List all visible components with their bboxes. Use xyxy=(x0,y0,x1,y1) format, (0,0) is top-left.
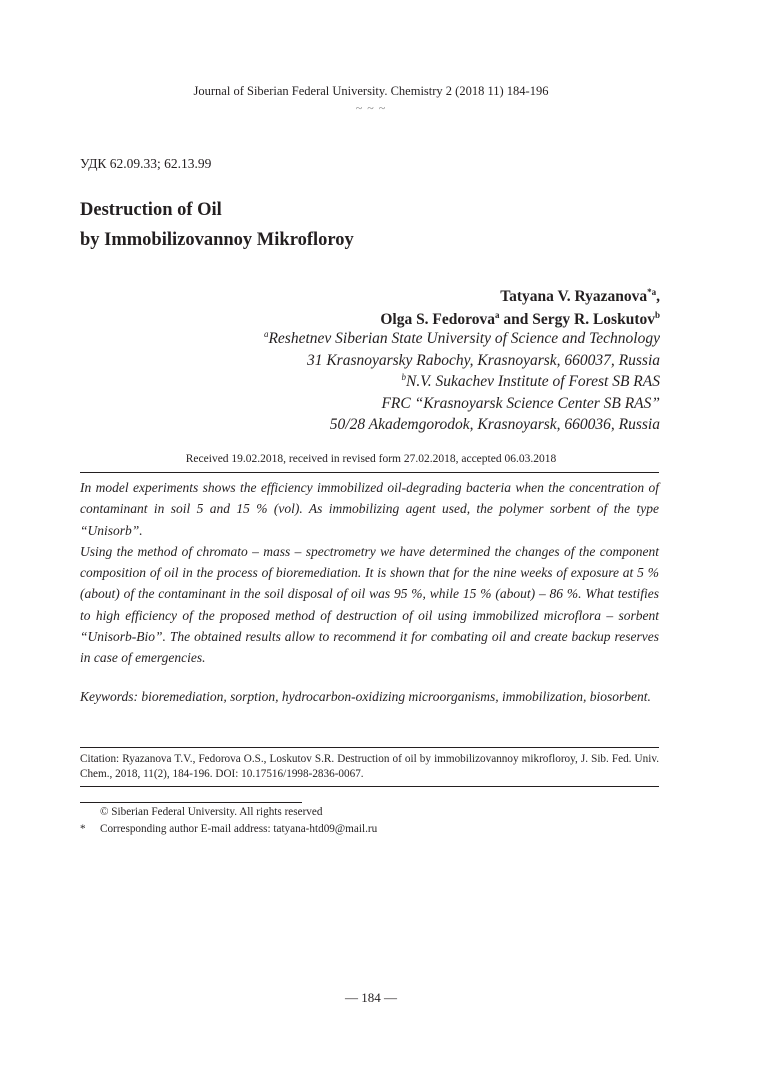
abstract-top-divider xyxy=(80,472,659,473)
author-name: and Sergy R. Loskutov xyxy=(499,311,655,328)
corresponding-author-note xyxy=(80,821,377,838)
title-line-2: by Immobilizovannoy Mikrofloroy xyxy=(80,230,354,250)
author-affil-mark: *a xyxy=(647,287,657,297)
journal-header: Journal of Siberian Federal University. Chemistry 2 (2018 11) 184-196 xyxy=(193,84,549,98)
affiliation-line: 50/28 Akademgorodok, Krasnoyarsk, 660036, Russia xyxy=(329,416,660,433)
affiliation-text: N.V. Sukachev Institute of Forest SB RAS xyxy=(406,373,660,390)
affiliation-mark: b xyxy=(401,372,407,382)
author-separator: , xyxy=(656,288,660,305)
author-list xyxy=(380,285,660,331)
affiliation-line xyxy=(264,328,660,350)
author-name: Tatyana V. Ryazanova xyxy=(500,288,648,305)
footnote-divider xyxy=(80,802,302,803)
citation: Citation: Ryazanova T.V., Fedorova O.S., Loskutov S.R. Destruction of oil by immobilizovannoy mikrofloroy, J. Sib. Fed. Univ. Chem., 2018, 11(2), 184-196. DOI: 10.17516/1998-2836-0067. xyxy=(80,753,659,780)
corresponding-author-email: Corresponding author E-mail address: tatyana-htd09@mail.ru xyxy=(100,822,378,835)
affiliation-mark: a xyxy=(263,329,269,339)
author-line-1 xyxy=(380,285,660,308)
title-line-1: Destruction of Oil xyxy=(80,200,222,220)
copyright-note xyxy=(80,804,377,821)
affiliations xyxy=(264,328,660,436)
abstract-paragraph-2: Using the method of chromato – mass – spectrometry we have determined the changes of the component composition of oil in the process of bioremediation. It is shown that for the nine weeks of exposure at 5 % (about) of the contaminant in the soil disposal of oil was 95 %, while 15 % (about) – 86 %. What testifies to high efficiency of the proposed method of destruction of oil using immobilized microflora – sorbent “Unisorb-Bio”. The obtained results allow to recommend it for combating oil and create backup reserves in case of emergencies. xyxy=(80,543,659,666)
footnotes xyxy=(80,804,377,837)
affiliation-line xyxy=(264,371,660,393)
affiliation-line: 31 Krasnoyarsky Rabochy, Krasnoyarsk, 660037, Russia xyxy=(306,351,660,369)
article-title xyxy=(80,195,354,255)
keywords: Keywords: bioremediation, sorption, hydrocarbon-oxidizing microorganisms, immobilization, biosorbent. xyxy=(80,689,651,704)
affiliation-text: Reshetnev Siberian State University of Science and Technology xyxy=(268,330,660,347)
page-number: — 184 — xyxy=(345,990,397,1005)
received-dates: Received 19.02.2018, received in revised form 27.02.2018, accepted 06.03.2018 xyxy=(185,453,557,465)
abstract xyxy=(80,477,659,669)
affiliation-line: FRC “Krasnoyarsk Science Center SB RAS” xyxy=(381,394,660,412)
footnote-star: * xyxy=(80,822,86,835)
author-affil-mark: a xyxy=(495,310,500,320)
udk-code: УДК 62.09.33; 62.13.99 xyxy=(80,156,212,171)
author-affil-mark: b xyxy=(654,310,660,320)
header-ornament: ~ ~ ~ xyxy=(355,101,387,115)
abstract-paragraph-1: In model experiments shows the efficiency immobilized oil-degrading bacteria when the concentration of contaminant in soil 5 and 15 % (vol). As immobilizing agent used, the polymer sorbent of the type “Unisorb”. xyxy=(80,480,659,538)
citation-bottom-divider xyxy=(80,786,659,787)
citation-top-divider xyxy=(80,747,659,748)
author-name: Olga S. Fedorova xyxy=(380,311,496,328)
copyright-text: © Siberian Federal University. All rights reserved xyxy=(100,806,323,818)
